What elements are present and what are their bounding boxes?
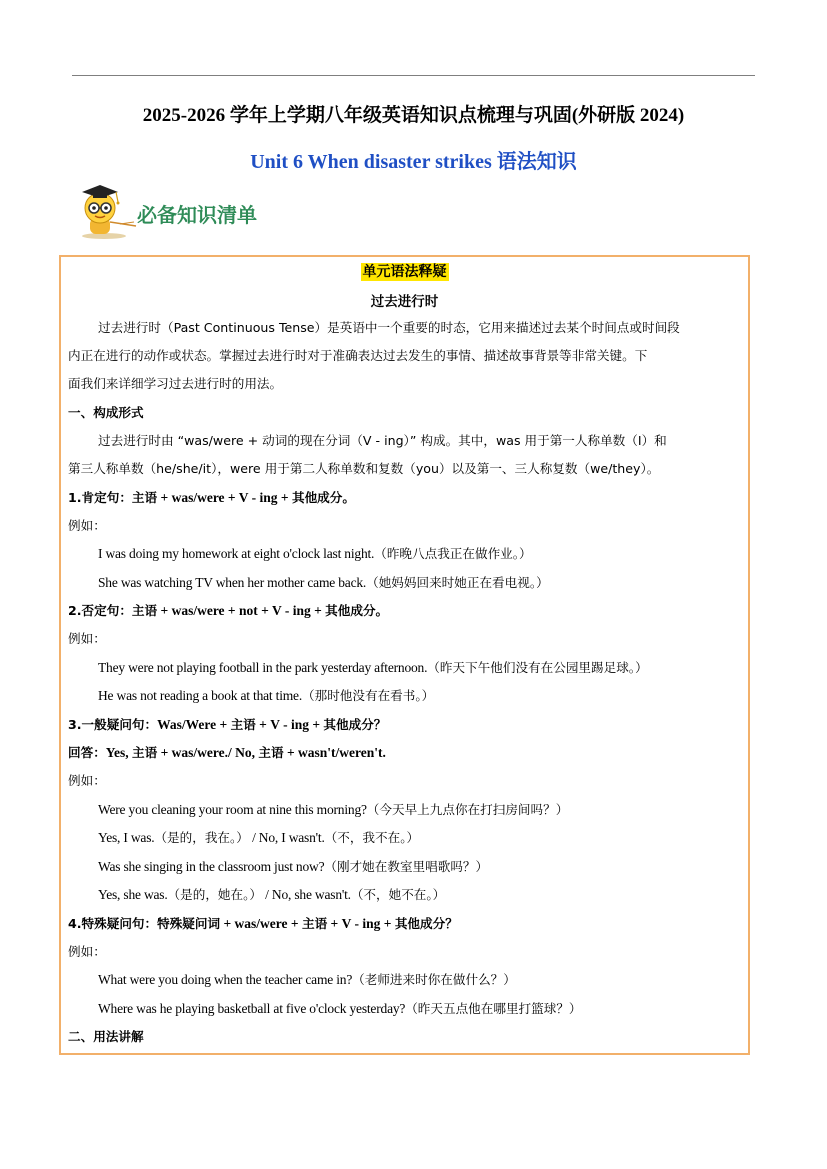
example-label: 例如：	[68, 773, 106, 788]
example-en: What were you doing when the teacher came in?	[98, 972, 353, 987]
example-label: 例如：	[68, 631, 106, 646]
example-label: 例如：	[68, 518, 106, 533]
topic-heading: 过去进行时	[370, 294, 439, 310]
example-zh: （那时他没有在看书。）	[302, 688, 435, 703]
wh-question-formula-1: + was/were +	[220, 916, 302, 931]
affirmative-formula: + was/were + V - ing +	[157, 490, 292, 505]
header-rule	[72, 75, 755, 76]
answer-mid: + was/were./ No,	[157, 745, 259, 760]
affirmative-tail: 其他成分。	[291, 490, 355, 505]
wh-question-subject: 主语	[301, 916, 328, 931]
example-en: Yes, I was.	[98, 830, 155, 845]
unit-heading	[61, 261, 748, 281]
example-en: Where was he playing basketball at five o'clock yesterday?	[98, 1001, 406, 1016]
example-en: I was doing my homework at eight o'clock last night.	[98, 546, 375, 561]
example-en: They were not playing football in the park yesterday afternoon.	[98, 660, 428, 675]
example-en: He was not reading a book at that time.	[98, 688, 303, 703]
question-tail: 其他成分？	[323, 717, 387, 732]
document-title: 2025-2026 学年上学期八年级英语知识点梳理与巩固(外研版 2024)	[142, 105, 685, 126]
example-line	[98, 858, 776, 876]
wh-question-tail: 其他成分？	[394, 916, 458, 931]
example-line	[98, 574, 776, 592]
negative-formula: + was/were + not + V - ing +	[157, 603, 326, 618]
example-en: / No, I wasn't.	[248, 830, 325, 845]
example-zh: （不，我不在。）	[324, 830, 420, 845]
intro-line: 过去进行时（Past Continuous Tense）是英语中一个重要的时态，它用来描述过去某个时间点或时间段	[98, 320, 680, 335]
example-zh: （老师进来时你在做什么？）	[352, 972, 516, 987]
grammar-box	[59, 255, 750, 1055]
example-line	[98, 801, 776, 819]
answer-rule	[68, 744, 746, 762]
example-zh: （昨晚八点我正在做作业。）	[374, 546, 532, 561]
example-en: / No, she wasn't.	[262, 887, 351, 902]
question-subject: 主语	[230, 717, 256, 732]
example-line	[98, 659, 776, 677]
question-rule	[68, 716, 746, 734]
example-zh: （今天早上九点你在打扫房间吗？）	[366, 802, 569, 817]
part1-title: 一、构成形式	[68, 405, 144, 420]
negative-label: 2.否定句：主语	[68, 603, 158, 618]
example-zh: （刚才她在教室里唱歌吗？）	[324, 859, 489, 874]
affirmative-label: 1.肯定句：主语	[68, 490, 158, 505]
intro-line: 内正在进行的动作或状态。掌握过去进行时对于准确表达过去发生的事情、描述故事背景等非常关键。下	[68, 348, 648, 363]
section-heading: 必备知识清单	[137, 203, 257, 227]
example-label: 例如：	[68, 944, 106, 959]
answer-subject: 主语	[132, 745, 158, 760]
intro-line: 面我们来详细学习过去进行时的用法。	[68, 376, 283, 391]
negative-rule	[68, 602, 746, 620]
part2-title: 二、用法讲解	[68, 1029, 144, 1044]
answer-end: + wasn't/weren't.	[283, 745, 386, 760]
question-label: 3.一般疑问句：	[68, 717, 158, 732]
example-zh: （是的，我在。）	[154, 830, 249, 845]
question-formula-1: Was/Were +	[157, 717, 231, 732]
wh-question-label: 4.特殊疑问句：特殊疑问词	[68, 916, 221, 931]
example-zh: （昨天五点他在哪里打篮球？）	[405, 1001, 582, 1016]
question-formula-2: + V - ing +	[255, 717, 324, 732]
example-zh: （是的，她在。）	[167, 887, 262, 902]
graduate-mascot-icon	[74, 182, 138, 240]
example-line	[98, 886, 776, 904]
example-en: Were you cleaning your room at nine this morning?	[98, 802, 367, 817]
example-line	[98, 971, 776, 989]
formation-line: 第三人称单数（he/she/it），were 用于第二人称单数和复数（you）以及第一、三人称复数（we/they）。	[68, 461, 660, 476]
example-en: Yes, she was.	[98, 887, 168, 902]
wh-question-rule	[68, 915, 746, 933]
wh-question-formula-2: + V - ing +	[327, 916, 395, 931]
example-en: Was she singing in the classroom just now?	[98, 859, 325, 874]
example-line	[98, 545, 776, 563]
example-zh: （昨天下午他们没有在公园里踢足球。）	[427, 660, 648, 675]
answer-label: 回答：	[68, 745, 106, 760]
formation-line: 过去进行时由 “was/were + 动词的现在分词（V - ing）” 构成。其中，was 用于第一人称单数（I）和	[98, 433, 667, 448]
negative-tail: 其他成分。	[325, 603, 389, 618]
document-subtitle: Unit 6 When disaster strikes 语法知识	[250, 151, 577, 173]
answer-subject: 主语	[258, 745, 284, 760]
example-zh: （不，她不在。）	[350, 887, 446, 902]
affirmative-rule	[68, 489, 746, 507]
example-en: She was watching TV when her mother came back.	[98, 575, 367, 590]
example-line	[98, 829, 776, 847]
example-line	[98, 687, 776, 705]
answer-yes: Yes,	[105, 745, 133, 760]
example-line	[98, 1000, 776, 1018]
unit-heading-label: 单元语法释疑	[362, 264, 447, 280]
example-zh: （她妈妈回来时她正在看电视。）	[366, 575, 549, 590]
